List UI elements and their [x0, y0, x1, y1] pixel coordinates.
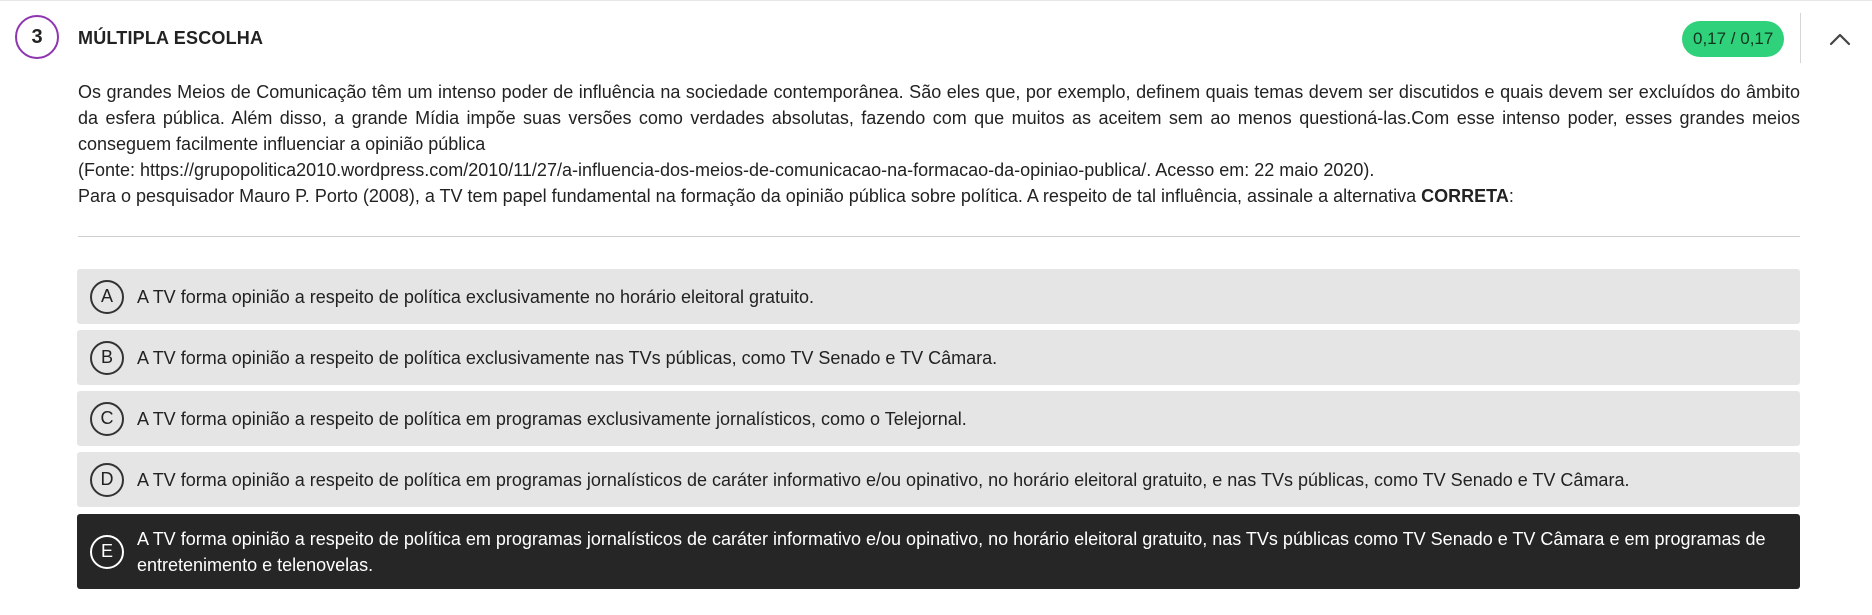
statement-divider	[78, 236, 1800, 237]
header-divider	[1800, 13, 1801, 63]
option-b[interactable]	[77, 330, 1800, 385]
option-c[interactable]	[77, 391, 1800, 446]
chevron-up-icon	[1829, 32, 1851, 46]
option-text: A TV forma opinião a respeito de política exclusivamente no horário eleitoral gratuito.	[137, 286, 815, 307]
option-text: A TV forma opinião a respeito de política em programas jornalísticos de caráter informativo e/ou opinativo, no horário eleitoral gratuito, e nas TVs públicas, como TV Senado e TV Câmara.	[137, 469, 1630, 490]
prompt-text: Para o pesquisador Mauro P. Porto (2008), a TV tem papel fundamental na formação da opinião pública sobre política. A respeito de tal influência, assinale a alternativa	[78, 186, 1422, 206]
option-letter: E	[90, 535, 124, 569]
question-number: 3	[15, 15, 59, 59]
collapse-button[interactable]	[1816, 19, 1864, 59]
prompt-emphasis: CORRETA	[1421, 186, 1509, 206]
option-letter: B	[90, 341, 124, 375]
question-statement	[78, 79, 1800, 209]
score-value: 0,17 / 0,17	[1693, 29, 1774, 48]
option-letter: C	[90, 402, 124, 436]
statement-prompt	[78, 183, 1800, 209]
question-type: MÚLTIPLA ESCOLHA	[78, 28, 264, 48]
option-e[interactable]	[77, 514, 1800, 589]
score-badge	[1682, 21, 1784, 57]
option-text: A TV forma opinião a respeito de política exclusivamente nas TVs públicas, como TV Senado e TV Câmara.	[137, 347, 998, 368]
statement-paragraph: Os grandes Meios de Comunicação têm um intenso poder de influência na sociedade contemporânea. São eles que, por exemplo, definem quais temas devem ser discutidos e quais devem ser excluídos do âmbito da esfera pública. Além disso, a grande Mídia impõe suas versões como verdades absolutas, fazendo com que muitos as aceitem sem ao menos questioná-las.Com esse intenso poder, esses grandes meios conseguem facilmente influenciar a opinião pública	[78, 82, 1800, 154]
option-letter: A	[90, 280, 124, 314]
option-d[interactable]	[77, 452, 1800, 507]
option-text: A TV forma opinião a respeito de política em programas exclusivamente jornalísticos, como o Telejornal.	[137, 408, 967, 429]
prompt-suffix: :	[1508, 186, 1514, 206]
option-text: A TV forma opinião a respeito de política em programas jornalísticos de caráter informativo e/ou opinativo, no horário eleitoral gratuito, nas TVs públicas como TV Senado e TV Câmara e em programas de entretenimento e telenovelas.	[137, 528, 1766, 575]
statement-source: (Fonte: https://grupopolitica2010.wordpress.com/2010/11/27/a-influencia-dos-meios-de-comunicacao-na-formacao-da-opiniao-publica/. Acesso em: 22 maio 2020).	[78, 160, 1375, 180]
option-a[interactable]	[77, 269, 1800, 324]
option-letter: D	[90, 463, 124, 497]
